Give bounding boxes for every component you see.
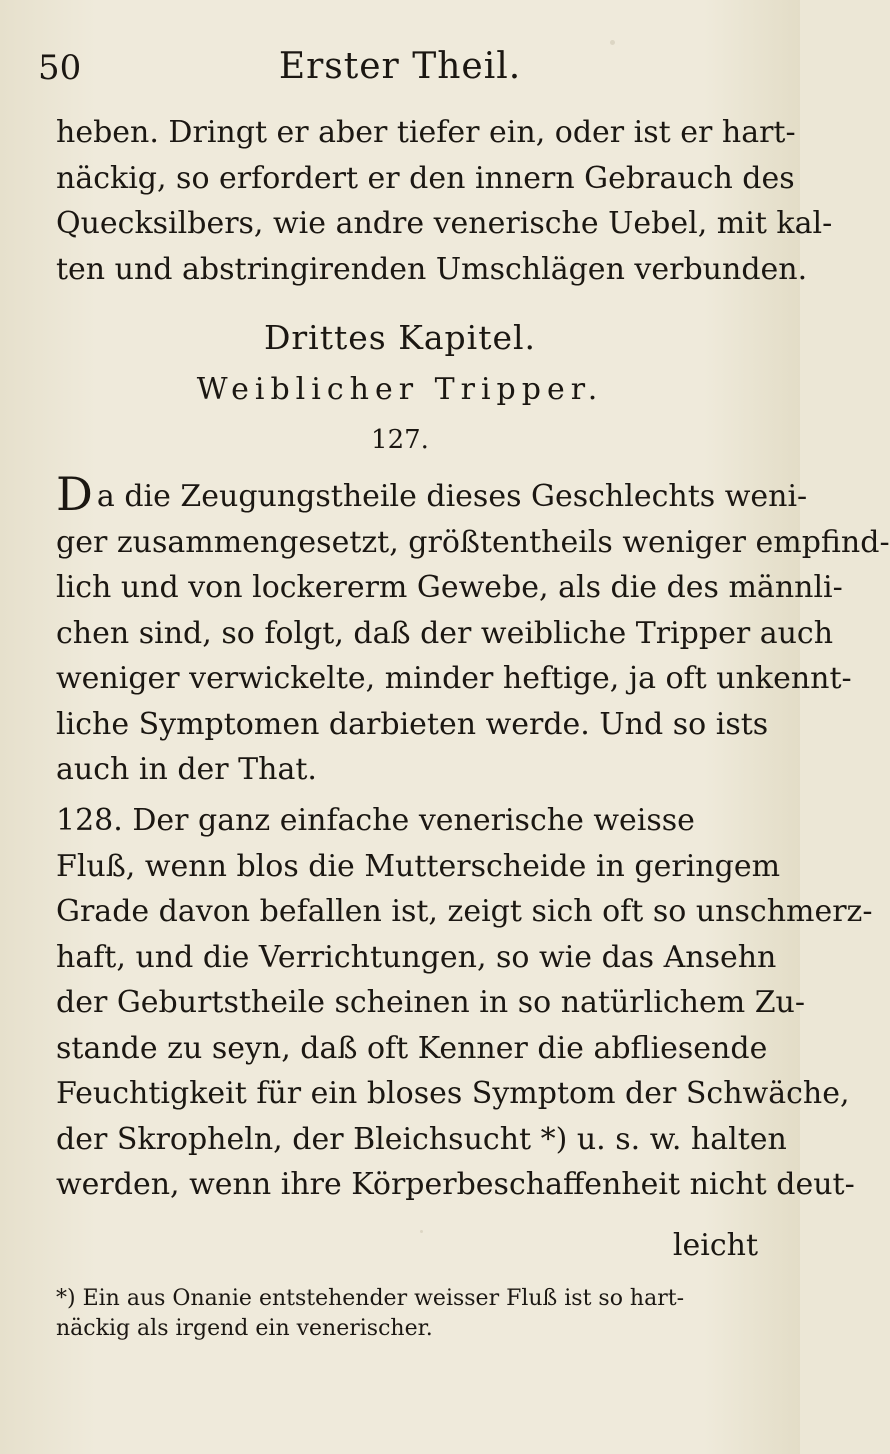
text-line: auch in der That. xyxy=(56,752,317,787)
text-line: haft, und die Verrichtungen, so wie das Ansehn xyxy=(56,939,777,975)
paper-speck xyxy=(420,1230,423,1233)
text-line: 128. Der ganz einfache venerische weisse xyxy=(56,803,695,838)
text-line: der Skropheln, der Bleichsucht *) u. s. w. halten xyxy=(56,1121,787,1157)
text-line: werden, wenn ihre Körperbeschaffenheit nicht deut- xyxy=(56,1167,855,1202)
text-line: ten und abstringirenden Umschlägen verbunden. xyxy=(56,251,808,287)
paragraph-127 xyxy=(56,467,890,793)
footnote-line: näckig als irgend ein venerischer. xyxy=(56,1316,433,1341)
text-line: ger zusammengesetzt, größtentheils weniger empfind- xyxy=(56,524,890,560)
catchword: leicht xyxy=(672,1228,758,1263)
section-number-127: 127. xyxy=(371,425,429,455)
text-line: näckig, so erfordert er den innern Gebrauch des xyxy=(56,160,795,196)
paragraph-128 xyxy=(56,798,873,1208)
text-line: stande zu seyn, daß oft Kenner die abfliesende xyxy=(56,1030,768,1066)
paper-speck xyxy=(700,260,704,264)
text-line: liche Symptomen darbieten werde. Und so ists xyxy=(56,706,769,742)
drop-cap: D xyxy=(56,467,93,521)
paragraph-intro xyxy=(56,110,833,292)
text-line: der Geburtstheile scheinen in so natürlichem Zu- xyxy=(56,985,806,1020)
text-line: Grade davon befallen ist, zeigt sich oft so unschmerz- xyxy=(56,894,873,929)
text-line: Fluß, wenn blos die Mutterscheide in geringem xyxy=(56,848,781,884)
text-line-dropcap: Da die Zeugungstheile dieses Geschlechts weni- xyxy=(56,467,808,521)
footnote xyxy=(56,1284,756,1344)
chapter-heading: Drittes Kapitel. xyxy=(263,318,537,357)
paper-speck xyxy=(610,40,615,45)
text-line: Feuchtigkeit für ein bloses Symptom der Schwäche, xyxy=(56,1076,850,1111)
text-line: lich und von lockererm Gewebe, als die des männli- xyxy=(56,570,843,605)
text-line: weniger verwickelte, minder heftige, ja oft unkennt- xyxy=(56,661,852,696)
text-line: Quecksilbers, wie andre venerische Uebel, mit kal- xyxy=(56,206,833,241)
footnote-line: *) Ein aus Onanie entstehender weisser Fluß ist so hart- xyxy=(56,1286,685,1311)
page-number: 50 xyxy=(38,48,82,88)
page-header xyxy=(38,44,762,94)
chapter-subtitle: Weiblicher Tripper. xyxy=(196,372,604,407)
text-line: heben. Dringt er aber tiefer ein, oder ist er hart- xyxy=(56,115,796,150)
running-head: Erster Theil. xyxy=(278,46,522,87)
text-line: chen sind, so folgt, daß der weibliche Tripper auch xyxy=(56,615,834,651)
